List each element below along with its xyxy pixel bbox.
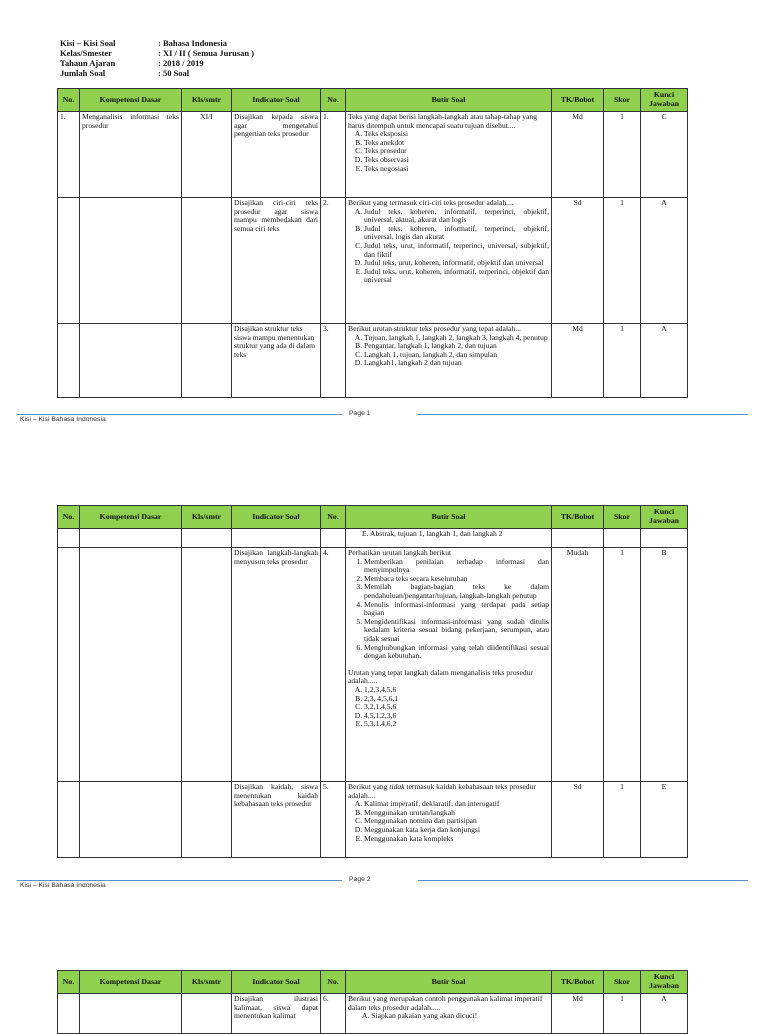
col-kunci: Kunci Jawaban	[641, 506, 688, 529]
col-tk: TK/Bobot	[552, 89, 604, 112]
row-question-no: 2.	[321, 198, 346, 324]
question-text: Perhatikan urutan langkah berikut	[348, 548, 452, 557]
option: B. 2,3, 4,5,6,1	[364, 695, 549, 704]
option: E. Abstrak, tujuan 1, langkah 1, dan langkah 2	[362, 529, 503, 538]
col-no: No.	[58, 506, 80, 529]
row-skor: 1	[604, 112, 641, 198]
kisi-table-page-1	[57, 88, 688, 398]
option: A. Siapkan pakaian yang akan dicuci!	[362, 1011, 478, 1021]
row-kunci: A	[641, 198, 688, 324]
row-butir	[346, 198, 552, 324]
option: B. Pengantar, langkah 1, langkah 2, dan tujuan	[364, 342, 549, 351]
kisi-table-page-2	[57, 505, 688, 858]
row-kunci: B	[641, 548, 688, 782]
row-kunci: A	[641, 324, 688, 398]
col-indicator: Indicator Soal	[232, 89, 321, 112]
row-indicator: Disajikan langkah-langkah menyusun teks prosedur	[232, 548, 321, 782]
row-skor: 1	[604, 324, 641, 398]
option: E. Judul teks, urut, koheren, informatif, terperinci, objektif dan universal	[364, 268, 549, 285]
row-skor: 1	[604, 782, 641, 858]
col-tk: TK/Bobot	[552, 506, 604, 529]
row-question-no: 4.	[321, 548, 346, 782]
table-row	[58, 198, 688, 324]
row-skor: 1	[604, 994, 641, 1034]
table-row	[58, 324, 688, 398]
document-meta	[60, 38, 254, 78]
col-no: No.	[58, 971, 80, 994]
row-kunci: A	[641, 994, 688, 1034]
table-row	[58, 782, 688, 858]
option: B. Menggunakan urutan/langkah	[364, 809, 549, 818]
option: B. Judul teks, koheren, informatif, terperinci, objektif, universal, logis dan akurat	[364, 225, 549, 242]
footer-rule-left	[17, 414, 342, 415]
row-tk: Sd	[552, 782, 604, 858]
question-text: Berikut urutan struktur teks prosedur yang tepat adalah...	[348, 324, 521, 333]
row-butir	[346, 994, 552, 1034]
question-text: Berikut yang termasuk ciri-ciri teks prosedur adalah....	[348, 198, 514, 207]
option: D. 4,5,1,2,3,6	[364, 712, 549, 721]
row-tk: Md	[552, 112, 604, 198]
footer-page-number: Page 2	[349, 876, 371, 883]
footer-doc-title: Kisi – Kisi Bahasa Indonesia	[20, 416, 106, 423]
table-row	[58, 112, 688, 198]
col-kls: Kls/smtr	[182, 971, 232, 994]
row-question-no: 1.	[321, 112, 346, 198]
step: 5. Mengidentifikasi informasi-informasi yang sudah ditulis kedalam kriteria sesuai bidang pekerjaan, serumpun, atau tidak sesuai	[364, 618, 549, 644]
row-tk: Mudah	[552, 548, 604, 782]
row-question-no: 6.	[321, 994, 346, 1034]
footer-rule-left	[17, 880, 342, 881]
meta-year-value: : 2018 / 2019	[158, 58, 204, 68]
col-skor: Skor	[604, 506, 641, 529]
col-no-soal: No.	[321, 506, 346, 529]
row-tk: Md	[552, 994, 604, 1034]
table-row	[58, 529, 688, 548]
option: E. 5,3,1,4,6,2	[364, 720, 549, 729]
emphasis-word: tidak	[389, 782, 405, 791]
col-tk: TK/Bobot	[552, 971, 604, 994]
footer-page-number: Page 1	[349, 410, 371, 417]
meta-class-value: : XI / II ( Semua Jurusan )	[158, 48, 255, 58]
row-butir	[346, 324, 552, 398]
row-butir	[346, 782, 552, 858]
row-kunci: C	[641, 112, 688, 198]
row-question-no: 3.	[321, 324, 346, 398]
table-row	[58, 994, 688, 1034]
row-question-no: 5.	[321, 782, 346, 858]
option-list	[348, 130, 549, 173]
option: A. Judul teks, koheren, informatif, terperinci, objektif, universal, aktual, akurat dan logis	[364, 208, 549, 225]
col-kompetensi: Kompetensi Dasar	[80, 89, 182, 112]
table-header-row	[58, 89, 688, 112]
col-no-soal: No.	[321, 971, 346, 994]
step: 3. Memilah bagian-bagian teks ke dalam pendahuluan/pengantar/tujuan, langkah-langkah penutup	[364, 583, 549, 600]
row-skor: 1	[604, 548, 641, 782]
option: C. Langkah 1, tujuan, langkah 2, dan simpulan	[364, 351, 549, 360]
option-list	[348, 800, 549, 843]
meta-class-label: Kelas/Smester	[60, 48, 112, 58]
question-prompt: Urutan yang tepat langkah dalam menganalisis teks prosedur adalah.....	[348, 667, 533, 686]
row-skor: 1	[604, 198, 641, 324]
kisi-table-page-3	[57, 970, 688, 1034]
col-no-soal: No.	[321, 89, 346, 112]
option: A. Tujuan, langkah 1, langkah 2, langkah 3, langkah 4, penutup	[364, 334, 549, 343]
table-header-row	[58, 971, 688, 994]
col-kls: Kls/smtr	[182, 506, 232, 529]
option: C. Teks prosedur	[364, 147, 549, 156]
row-tk: Md	[552, 324, 604, 398]
row-butir	[346, 529, 552, 548]
table-row	[58, 548, 688, 782]
option: D. Judul teks, urut, koheren, informatif, objektif dan universal	[364, 259, 549, 268]
meta-count-value: : 50 Soal	[158, 68, 190, 78]
col-no: No.	[58, 89, 80, 112]
option: D. Teks observasi	[364, 156, 549, 165]
row-indicator: Disajikan kaidah, siswa menentukan kaidah kebahasaan teks prosedur	[232, 782, 321, 858]
option: C. Judul teks, urut, informatif, terperinci, universal, subjektif, dan fiktif	[364, 242, 549, 259]
table-header-row	[58, 506, 688, 529]
step: 1. Memberikan penilaian terhadap informasi dan menyimpulnya	[364, 558, 549, 575]
col-indicator: Indicator Soal	[232, 506, 321, 529]
row-indicator: Disajikan ciri-ciri teks prosedur agar siswa mampu membedakan dari semua ciri teks	[232, 198, 321, 324]
row-kls: XI/I	[182, 112, 232, 198]
option: C. Menggunakan nomina dan partisipan	[364, 817, 549, 826]
col-kunci: Kunci Jawaban	[641, 89, 688, 112]
meta-year-label: Tahaun Ajaran	[60, 58, 116, 68]
row-kompetensi: Menganalisis informasi teks prosedur	[80, 112, 182, 198]
meta-title-value: : Bahasa Indonesia	[158, 38, 227, 48]
row-butir	[346, 548, 552, 782]
col-kompetensi: Kompetensi Dasar	[80, 506, 182, 529]
col-butir: Butir Soal	[346, 971, 552, 994]
footer-rule-right	[418, 880, 748, 881]
row-tk: Sd	[552, 198, 604, 324]
step-list	[348, 558, 549, 661]
col-skor: Skor	[604, 971, 641, 994]
option: A. Kalimat imperatif, deklaratif, dan interogatif	[364, 800, 549, 809]
row-indicator: Disajikan struktur teks siswa mampu menentukan struktur yang ada di dalam teks	[232, 324, 321, 398]
row-indicator: Disajikan kepada siswa agar mengetahui pengertian teks prosedur	[232, 112, 321, 198]
option: E. Menggunakan kata kompleks	[364, 835, 549, 844]
option-list	[348, 686, 549, 729]
meta-title-label: Kisi – Kisi Soal	[60, 38, 116, 48]
question-text: Berikut yang tidak termasuk kaidah kebahasaan teks prosedur adalah....	[348, 782, 536, 800]
option: A. Teks eksposisi	[364, 130, 549, 139]
option-list	[348, 208, 549, 285]
col-indicator: Indicator Soal	[232, 971, 321, 994]
col-butir: Butir Soal	[346, 506, 552, 529]
step: 2. Membaca teks secara keseluruhan	[364, 575, 549, 584]
option: D. Meggunakan kata kerja dan konjungsi	[364, 826, 549, 835]
col-kunci: Kunci Jawaban	[641, 971, 688, 994]
col-kompetensi: Kompetensi Dasar	[80, 971, 182, 994]
row-indicator: Disajikan ilustrasi kalimaat, siswa dapat menentukan kalimat	[232, 994, 321, 1034]
row-no: 1.	[58, 112, 80, 198]
option-list	[348, 334, 549, 368]
option: E. Teks negosiasi	[364, 165, 549, 174]
step: 4. Menulis informasi-informasi yang terdapat pada setiap bagian	[364, 601, 549, 618]
step: 6. Menghubungkan informasi yang telah diidentifikasi sesuai dengan kebutuhan.	[364, 644, 549, 661]
row-kunci: E	[641, 782, 688, 858]
footer-doc-title: Kisi – Kisi Bahasa Indonesia	[20, 882, 106, 889]
col-kls: Kls/smtr	[182, 89, 232, 112]
row-butir	[346, 112, 552, 198]
option: D. Langkah1, langkah 2 dan tujuan	[364, 359, 549, 368]
option: B. Teks anekdot	[364, 139, 549, 148]
option: A. 1,2,3,4,5,6	[364, 686, 549, 695]
option: C. 3,2,1,4,5,6	[364, 703, 549, 712]
col-skor: Skor	[604, 89, 641, 112]
question-text: Berikut yang merupakan contoh penggunakan kalimat imperatif dalam teks prosedur adalah.....	[348, 994, 543, 1012]
question-text: Teks yang dapat berisi langkah-langkah atau tahap-tahap yang harus ditempuh untuk mencapai suatu tujuan disebut....	[348, 112, 538, 130]
footer-rule-right	[418, 414, 748, 415]
col-butir: Butir Soal	[346, 89, 552, 112]
meta-count-label: Jumlah Soal	[60, 68, 106, 78]
